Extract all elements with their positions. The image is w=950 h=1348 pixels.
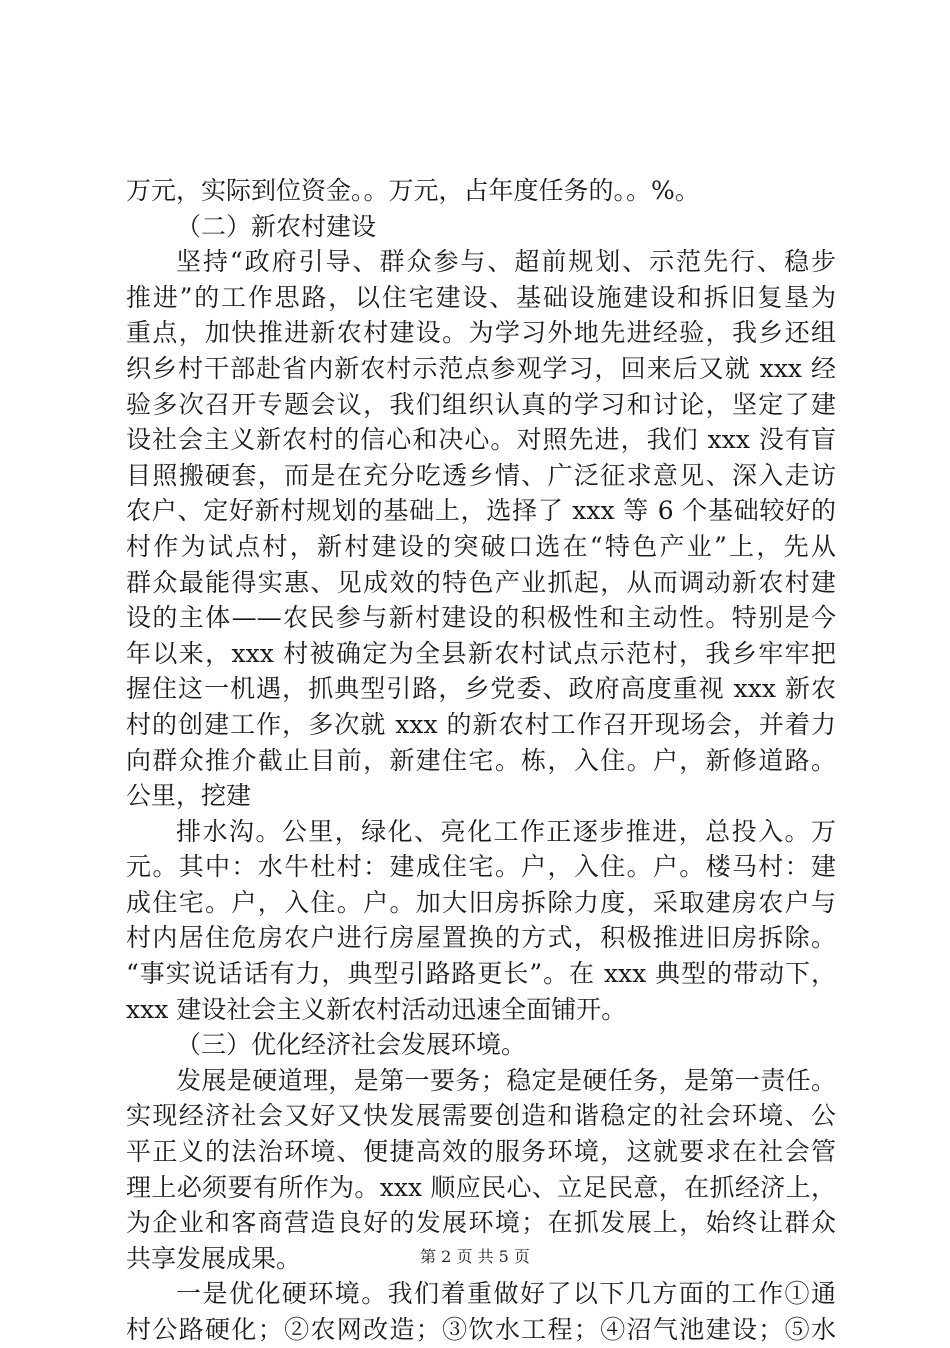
text-line: 群众最能得实惠、见成效的特色产业抓起，从而调动新农村建	[126, 567, 836, 597]
text-line: 重点，加快推进新农村建设。为学习外地先进经验，我乡还组	[126, 318, 836, 348]
text-line: 验多次召开专题会议，我们组织认真的学习和讨论，坚定了建	[126, 389, 836, 419]
text-line: 设社会主义新农村的信心和决心。对照先进，我们 xxx 没有盲	[126, 425, 836, 455]
body-text	[126, 173, 836, 1348]
text-line: 年以来，xxx 村被确定为全县新农村试点示范村，我乡牢牢把	[126, 638, 836, 668]
text-line: 排水沟。公里，绿化、亮化工作正逐步推进，总投入。万	[176, 816, 836, 846]
text-line: “事实说话话有力，典型引路路更长”。在 xxx 典型的带动下，	[126, 959, 836, 989]
text-line: 村公路硬化；②农网改造；③饮水工程；④沼气池建设；⑤水	[126, 1315, 836, 1344]
text-line: 元。其中：水牛杜村：建成住宅。户，入住。户。楼马村：建	[126, 852, 836, 882]
text-line: 公里，挖建	[126, 781, 252, 811]
text-line: 握住这一机遇，抓典型引路，乡党委、政府高度重视 xxx 新农	[126, 674, 836, 704]
text-line: 实现经济社会又好又快发展需要创造和谐稳定的社会环境、公	[126, 1101, 836, 1131]
text-line: 坚持“政府引导、群众参与、超前规划、示范先行、稳步	[176, 247, 836, 277]
text-line: 农户、定好新村规划的基础上，选择了 xxx 等 6 个基础较好的	[126, 496, 836, 526]
text-line: 推进”的工作思路，以住宅建设、基础设施建设和拆旧复垦为	[126, 282, 836, 312]
text-line: 目照搬硬套，而是在充分吃透乡情、广泛征求意见、深入走访	[126, 460, 836, 490]
text-line: xxx 建设社会主义新农村活动迅速全面铺开。	[126, 994, 627, 1024]
text-line: 万元，实际到位资金。。万元，占年度任务的。。%。	[126, 176, 700, 205]
text-line: 村内居住危房农户进行房屋置换的方式，积极推进旧房拆除。	[126, 923, 836, 953]
section-heading: （二）新农村建设	[176, 211, 377, 241]
text-line: 共享发展成果。	[126, 1243, 302, 1273]
text-line: 村的创建工作，多次就 xxx 的新农村工作召开现场会，并着力	[126, 709, 836, 739]
text-line: 村作为试点村，新村建设的突破口选在“特色产业”上，先从	[126, 531, 836, 561]
text-line: 向群众推介截止目前，新建住宅。栋，入住。户，新修道路。	[126, 745, 836, 775]
text-line: 成住宅。户，入住。户。加大旧房拆除力度，采取建房农户与	[126, 887, 836, 917]
text-line: 织乡村干部赴省内新农村示范点参观学习，回来后又就 xxx 经	[126, 353, 836, 383]
section-heading: （三）优化经济社会发展环境。	[176, 1030, 527, 1060]
text-line: 设的主体——农民参与新村建设的积极性和主动性。特别是今	[126, 603, 836, 633]
text-line: 理上必须要有所作为。xxx 顺应民心、立足民意，在抓经济上，	[126, 1172, 836, 1202]
text-line: 为企业和客商营造良好的发展环境；在抓发展上，始终让群众	[126, 1208, 836, 1238]
text-line: 发展是硬道理，是第一要务；稳定是硬任务，是第一责任。	[176, 1065, 836, 1095]
page-footer: 第 2 页 共 5 页	[420, 1247, 530, 1266]
text-line: 一是优化硬环境。我们着重做好了以下几方面的工作①通	[176, 1279, 836, 1309]
text-line: 平正义的法治环境、便捷高效的服务环境，这就要求在社会管	[126, 1137, 836, 1167]
